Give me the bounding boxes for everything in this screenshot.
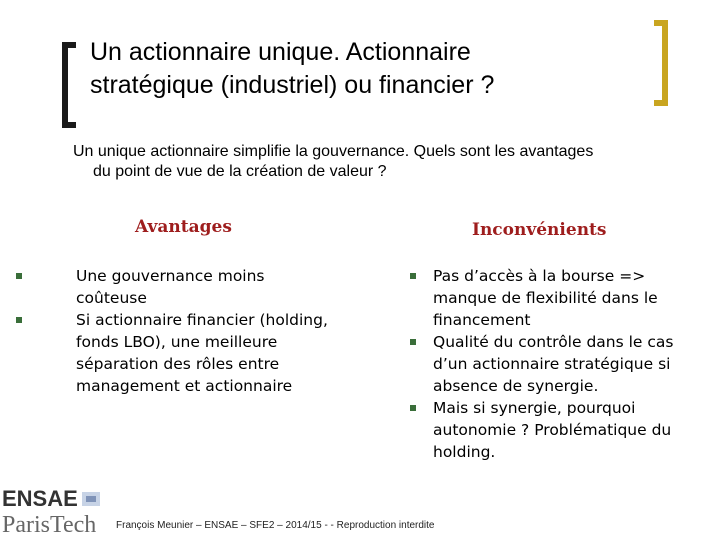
bullet-icon	[410, 405, 416, 411]
list-item: Qualité du contrôle dans le cas d’un actionnaire stratégique si absence de synergie.	[398, 331, 698, 397]
title-line-1: Un actionnaire unique. Actionnaire	[90, 38, 471, 66]
bullet-icon	[16, 317, 22, 323]
bullet-icon	[16, 273, 22, 279]
subtitle-line-2: du point de vue de la création de valeur ?	[93, 163, 387, 180]
slide-title	[90, 36, 650, 102]
logo-emblem-icon	[80, 488, 104, 510]
slide-subtitle	[73, 142, 693, 182]
slide-footer: François Meunier – ENSAE – SFE2 – 2014/15 - - Reproduction interdite	[116, 520, 435, 531]
list-item: Pas d’accès à la bourse => manque de flexibilité dans le financement	[398, 265, 698, 331]
title-line-2: stratégique (industriel) ou financier ?	[90, 71, 495, 99]
advantages-list	[0, 265, 330, 397]
advantages-heading: Avantages	[135, 217, 232, 237]
logo-paristech-text: ParisTech	[2, 512, 97, 538]
title-bracket-right	[654, 20, 668, 106]
logo-ensae-text: ENSAE	[2, 486, 78, 511]
disadvantages-list	[398, 265, 698, 463]
disadvantages-heading: Inconvénients	[472, 220, 607, 240]
list-item: Mais si synergie, pourquoi autonomie ? Problématique du holding.	[398, 397, 698, 463]
list-item: Une gouvernance moins coûteuse	[0, 265, 330, 309]
list-item: Si actionnaire financier (holding, fonds LBO), une meilleure séparation des rôles entre management et actionnaire	[0, 309, 330, 397]
title-bracket-left	[62, 42, 76, 128]
bullet-icon	[410, 339, 416, 345]
bullet-icon	[410, 273, 416, 279]
ensae-paristech-logo	[2, 486, 110, 540]
subtitle-line-1: Un unique actionnaire simplifie la gouvernance. Quels sont les avantages	[73, 143, 594, 160]
